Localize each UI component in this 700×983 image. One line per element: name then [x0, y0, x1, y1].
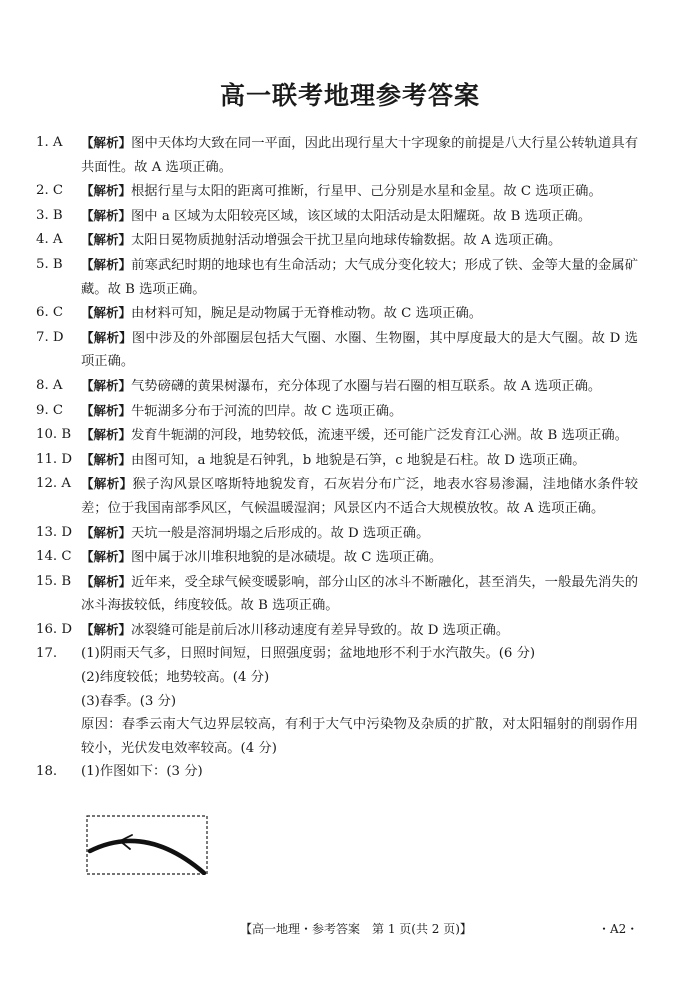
answer-number: 15. B — [36, 573, 72, 589]
answer-number: 4. A — [36, 232, 63, 248]
answer-item — [36, 228, 638, 253]
footer-page-code: ・A2・ — [598, 922, 639, 936]
answer-text: 太阳日冕物质抛射活动增强会干扰卫星向地球传输数据。故 A 选项正确。 — [131, 233, 562, 249]
answer-item — [36, 374, 638, 399]
answer-text: 根据行星与太阳的距离可推断，行星甲、己分别是水星和金星。故 C 选项正确。 — [131, 184, 602, 200]
answer-number: 2. C — [36, 183, 64, 199]
answer-text: 由材料可知，腕足是动物属于无脊椎动物。故 C 选项正确。 — [131, 306, 483, 322]
answer-text: 图中 a 区域为太阳较亮区域，该区域的太阳活动是太阳耀斑。故 B 选项正确。 — [131, 208, 592, 224]
answer-text: 冰裂缝可能是前后冰川移动速度有差异导致的。故 D 选项正确。 — [131, 622, 510, 638]
answer-number: 13. D — [36, 524, 73, 540]
answer-number: 6. C — [36, 305, 64, 321]
analysis-keyword: 【解析】 — [81, 305, 132, 321]
answer-item — [36, 545, 638, 570]
arc-curve — [90, 841, 204, 873]
answer-number: 16. D — [36, 621, 73, 637]
answer-number: 14. C — [36, 549, 72, 565]
answer-17-reason: 原因：春季云南大气边界层较高，有利于大气中污染物及杂质的扩散，对太阳辐射的削弱作用较小，光伏发电效率较高。(4 分) — [81, 717, 638, 756]
answer-text: 图中天体均大致在同一平面，因此出现行星大十字现象的前提是八大行星公转轨道具有共面性。故 A 选项正确。 — [81, 136, 638, 175]
analysis-keyword: 【解析】 — [81, 329, 132, 345]
answer-item — [36, 423, 638, 448]
analysis-keyword: 【解析】 — [81, 377, 132, 393]
answer-item — [36, 253, 638, 301]
answer-item — [36, 618, 638, 643]
answer-item — [36, 326, 638, 374]
answer-item — [36, 448, 638, 473]
analysis-keyword: 【解析】 — [81, 573, 132, 589]
answer-number: 7. D — [36, 329, 64, 345]
answer-17-part-3: (3)春季。(3 分) — [81, 693, 177, 709]
analysis-keyword: 【解析】 — [81, 476, 133, 492]
analysis-keyword: 【解析】 — [81, 621, 132, 637]
analysis-keyword: 【解析】 — [81, 402, 132, 418]
answer-text: 图中涉及的外部圈层包括大气圈、水圈、生物圈，其中厚度最大的是大气圈。故 D 选项正确。 — [81, 330, 638, 370]
answer-item — [36, 521, 638, 546]
answer-text: 气势磅礴的黄果树瀑布，充分体现了水圈与岩石圈的相互联系。故 A 选项正确。 — [131, 378, 602, 394]
answer-number: 1. A — [36, 135, 63, 150]
answer-item — [36, 472, 638, 520]
answer-number: 17. — [36, 646, 58, 662]
answer-text: 近年来，受全球气候变暖影响，部分山区的冰斗不断融化，甚至消失，一般最先消失的冰斗海拔较低，纬度较低。故 B 选项正确。 — [81, 574, 638, 614]
analysis-keyword: 【解析】 — [81, 183, 132, 199]
answer-number: 18. — [36, 764, 58, 780]
answer-item — [36, 131, 638, 179]
answer-18-drawing — [86, 815, 208, 875]
answer-number: 5. B — [36, 256, 63, 272]
answer-number: 11. D — [36, 451, 73, 467]
answer-text: 牛轭湖多分布于河流的凹岸。故 C 选项正确。 — [131, 403, 403, 419]
answer-18-part-1: (1)作图如下：(3 分) — [81, 764, 203, 780]
analysis-keyword: 【解析】 — [81, 232, 132, 248]
answer-number: 3. B — [36, 207, 63, 223]
analysis-keyword: 【解析】 — [81, 524, 132, 540]
analysis-keyword: 【解析】 — [81, 207, 132, 223]
answer-item — [36, 301, 638, 326]
answer-text: 由图可知，a 地貌是石钟乳，b 地貌是石笋，c 地貌是石柱。故 D 选项正确。 — [131, 452, 586, 468]
page-title: 高一联考地理参考答案 — [219, 81, 480, 110]
analysis-keyword: 【解析】 — [81, 427, 132, 443]
footer-title: 【高一地理・参考答案 第 1 页(共 2 页)】 — [240, 922, 472, 936]
answer-item — [36, 204, 638, 229]
answer-text: 前寒武纪时期的地球也有生命活动；大气成分变化较大；形成了铁、金等大量的金属矿藏。故 B 选项正确。 — [81, 257, 638, 297]
answer-item — [36, 179, 638, 204]
answer-text: 发育牛轭湖的河段，地势较低，流速平缓，还可能广泛发育江心洲。故 B 选项正确。 — [131, 428, 628, 444]
answer-18 — [36, 760, 638, 784]
answer-17 — [36, 642, 638, 760]
analysis-keyword: 【解析】 — [81, 549, 132, 565]
answer-list — [36, 131, 638, 784]
answer-item — [36, 399, 638, 424]
answer-number: 8. A — [36, 377, 63, 393]
answer-17-part-1: (1)阴雨天气多，日照时间短，日照强度弱；盆地地形不利于水汽散失。(6 分) — [81, 646, 536, 662]
answer-number: 9. C — [36, 402, 64, 418]
answer-item — [36, 570, 638, 618]
answer-text: 猴子沟风景区喀斯特地貌发育，石灰岩分布广泛，地表水容易渗漏，洼地储水条件较差；位于我国南部季风区，气候温暖湿润；风景区内不适合大规模放牧。故 A 选项正确。 — [81, 477, 638, 516]
analysis-keyword: 【解析】 — [81, 256, 132, 272]
answer-number: 12. A — [36, 476, 71, 492]
answer-text: 天坑一般是溶洞坍塌之后形成的。故 D 选项正确。 — [131, 525, 430, 541]
answer-number: 10. B — [36, 427, 72, 443]
answer-17-part-2: (2)纬度较低；地势较高。(4 分) — [81, 670, 270, 686]
analysis-keyword: 【解析】 — [81, 135, 132, 150]
answer-text: 图中属于冰川堆积地貌的是冰碛堤。故 C 选项正确。 — [131, 550, 443, 566]
analysis-keyword: 【解析】 — [81, 451, 132, 467]
